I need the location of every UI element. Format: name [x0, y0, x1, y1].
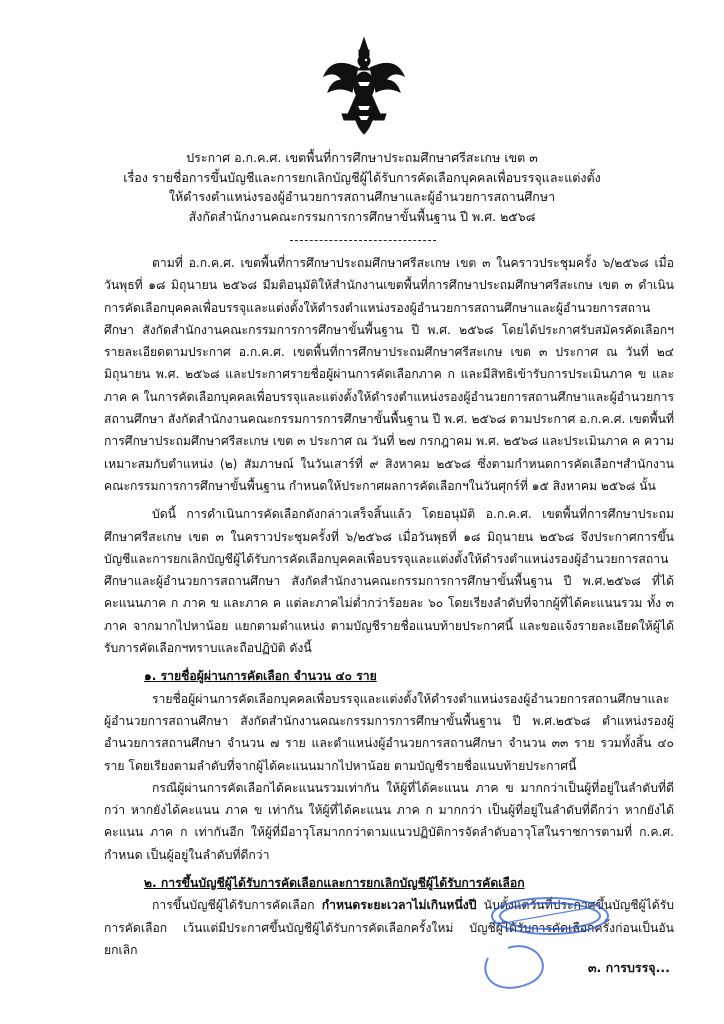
paragraph-announcement: บัดนี้ การดำเนินการคัดเลือกดังกล่าวเสร็จสิ้นแล้ว โดยอนุมัติ อ.ก.ค.ศ. เขตพื้นที่การศึกษาประถมศึกษาศรีสะเกษ เขต ๓ ในคราวประชุมครั้งที่ ๖/๒๕๖๘ เมื่อวันพุธที่ ๑๘ มิถุนายน ๒๕๖๘ จึงประกาศการขึ้นบัญชีและการยกเลิกบัญชีผู้ได้รับการคัดเลือกบุคคลเพื่อบรรจุและแต่งตั้งให้ดำรงตำแหน่งรองผู้อำนวยการสถานศึกษาและผู้อำนวยการสถานศึกษา สังกัดสำนักงานคณะกรรมการการศึกษาขั้นพื้นฐาน ปี พ.ศ.๒๕๖๘ ที่ได้คะแนนภาค ก ภาค ข และภาค ค แต่ละภาคไม่ต่ำกว่าร้อยละ ๖๐ โดยเรียงลำดับที่จากผู้ที่ได้คะแนนรวม ทั้ง ๓ ภาค จากมากไปหาน้อย แยกตามตำแหน่ง ตามบัญชีรายชื่อแนบท้ายประกาศนี้ และขอแจ้งรายละเอียดให้ผู้ได้รับการคัดเลือกฯทราบและถือปฏิบัติ ดังนี้ [104, 507, 674, 656]
header-divider [290, 240, 436, 241]
seal-stamp-icon [468, 888, 618, 1008]
header-line-4: สังกัดสำนักงานคณะกรรมการการศึกษาขั้นพื้นฐาน ปี พ.ศ. ๒๕๖๘ [188, 208, 536, 224]
header-line-3: ให้ดำรงตำแหน่งรองผู้อำนวยการสถานศึกษาและผู้อำนวยการสถานศึกษา [168, 189, 556, 204]
header-line-2: เรื่อง รายชื่อการขึ้นบัญชีและการยกเลิกบัญชีผู้ได้รับการคัดเลือกบุคคลเพื่อบรรจุและแต่งตั้ง [123, 169, 601, 185]
header-line-1: ประกาศ อ.ก.ค.ศ. เขตพื้นที่การศึกษาประถมศึกษาศรีสะเกษ เขต ๓ [186, 150, 538, 165]
paragraph-section-2: การขึ้นบัญชีผู้ได้รับการคัดเลือก กำหนดระยะเวลาไม่เกินหนึ่งปี นับตั้งแต่วันที่ประกาศขึ้นบัญชีผู้ได้รับการคัดเลือก เว้นแต่มีประกาศขึ้นบัญชีผู้ได้รับการคัดเลือกครั้งใหม่ บัญชีผู้ได้รับการคัดเลือกครั้งก่อนเป็นอันยกเลิก [104, 898, 674, 957]
paragraph-section-1: รายชื่อผู้ผ่านการคัดเลือกบุคคลเพื่อบรรจุและแต่งตั้งให้ดำรงตำแหน่งรองผู้อำนวยการสถานศึกษาและผู้อำนวยการสถานศึกษา สังกัดสำนักงานคณะกรรมการการศึกษาขั้นพื้นฐาน ปี พ.ศ.๒๕๖๘ ตำแหน่งรองผู้อำนวยการสถานศึกษา จำนวน ๗ ราย และตำแหน่งผู้อำนวยการสถานศึกษา จำนวน ๓๓ ราย รวมทั้งสิ้น ๔๐ ราย โดยเรียงตามลำดับที่จากผู้ได้คะแนนมากไปหาน้อย ตามบัญชีรายชื่อแนบท้ายประกาศนี้ [104, 691, 674, 773]
garuda-emblem [322, 36, 406, 136]
announcement-body [104, 252, 674, 961]
announcement-header [60, 148, 664, 226]
section-1-title: ๑. รายชื่อผู้ผ่านการคัดเลือก จำนวน ๔๐ ราย [144, 669, 377, 684]
period-emphasis: กำหนดระยะเวลาไม่เกินหนึ่งปี [321, 898, 477, 913]
paragraph-background: ตามที่ อ.ก.ค.ศ. เขตพื้นที่การศึกษาประถมศึกษาศรีสะเกษ เขต ๓ ในคราวประชุมครั้ง ๖/๒๕๖๘ เมื่อวันพุธที่ ๑๘ มิถุนายน ๒๕๖๘ มีมติอนุมัติให้สำนักงานเขตพื้นที่การศึกษาประถมศึกษาศรีสะเกษ เขต ๓ ดำเนินการคัดเลือกบุคคลเพื่อบรรจุและแต่งตั้งให้ดำรงตำแหน่งรองผู้อำนวยการสถานศึกษาและผู้อำนวยการสถานศึกษา สังกัดสำนักงานคณะกรรมการการศึกษาขั้นพื้นฐาน ปี พ.ศ. ๒๕๖๘ โดยได้ประกาศรับสมัครคัดเลือกฯ รายละเอียดตามประกาศ อ.ก.ค.ศ. เขตพื้นที่การศึกษาประถมศึกษาศรีสะเกษ เขต ๓ ประกาศ ณ วันที่ ๒๔ มิถุนายน พ.ศ. ๒๕๖๘ และประกาศรายชื่อผู้ผ่านการคัดเลือกภาค ก และมีสิทธิเข้ารับการประเมินภาค ข และภาค ค ในการคัดเลือกบุคคลเพื่อบรรจุและแต่งตั้งให้ดำรงตำแหน่งรองผู้อำนวยการสถานศึกษาและผู้อำนวยการสถานศึกษา สังกัดสำนักงานคณะกรรมการการศึกษาขั้นพื้นฐาน ปี พ.ศ. ๒๕๖๘ ตามประกาศ อ.ก.ค.ศ. เขตพื้นที่การศึกษาประถมศึกษาศรีสะเกษ เขต ๓ ประกาศ ณ วันที่ ๒๗ กรกฎาคม พ.ศ. ๒๕๖๘ และประเมินภาค ค ความเหมาะสมกับตำแหน่ง (๒) สัมภาษณ์ ในวันเสาร์ที่ ๙ สิงหาคม ๒๕๖๘ ซึ่งตามกำหนดการคัดเลือกฯสำนักงานคณะกรรมการการศึกษาขั้นพื้นฐาน กำหนดให้ประกาศผลการคัดเลือกฯในวันศุกร์ที่ ๑๕ สิงหาคม ๒๕๖๘ นั้น [104, 256, 674, 493]
paragraph-tie-break: กรณีผู้ผ่านการคัดเลือกได้คะแนนรวมเท่ากัน ให้ผู้ที่ได้คะแนน ภาค ข มากกว่าเป็นผู้ที่อยู่ในลำดับที่ดีกว่า หากยังได้คะแนน ภาค ข เท่ากัน ให้ผู้ที่ได้คะแนน ภาค ก มากกว่า เป็นผู้ที่อยู่ในลำดับที่ดีกว่า หากยังได้คะแนน ภาค ก เท่ากันอีก ให้ผู้ที่มีอาวุโสมากกว่าตามแนวปฏิบัติการจัดลำดับอาวุโสในราชการตามที่ ก.ค.ศ. กำหนด เป็นผู้อยู่ในลำดับที่ดีกว่า [104, 780, 674, 862]
continuation-marker: ๓. การบรรจุ... [588, 960, 670, 975]
section-2-title: ๒. การขึ้นบัญชีผู้ได้รับการคัดเลือกและการยกเลิกบัญชีผู้ได้รับการคัดเลือก [144, 876, 525, 891]
